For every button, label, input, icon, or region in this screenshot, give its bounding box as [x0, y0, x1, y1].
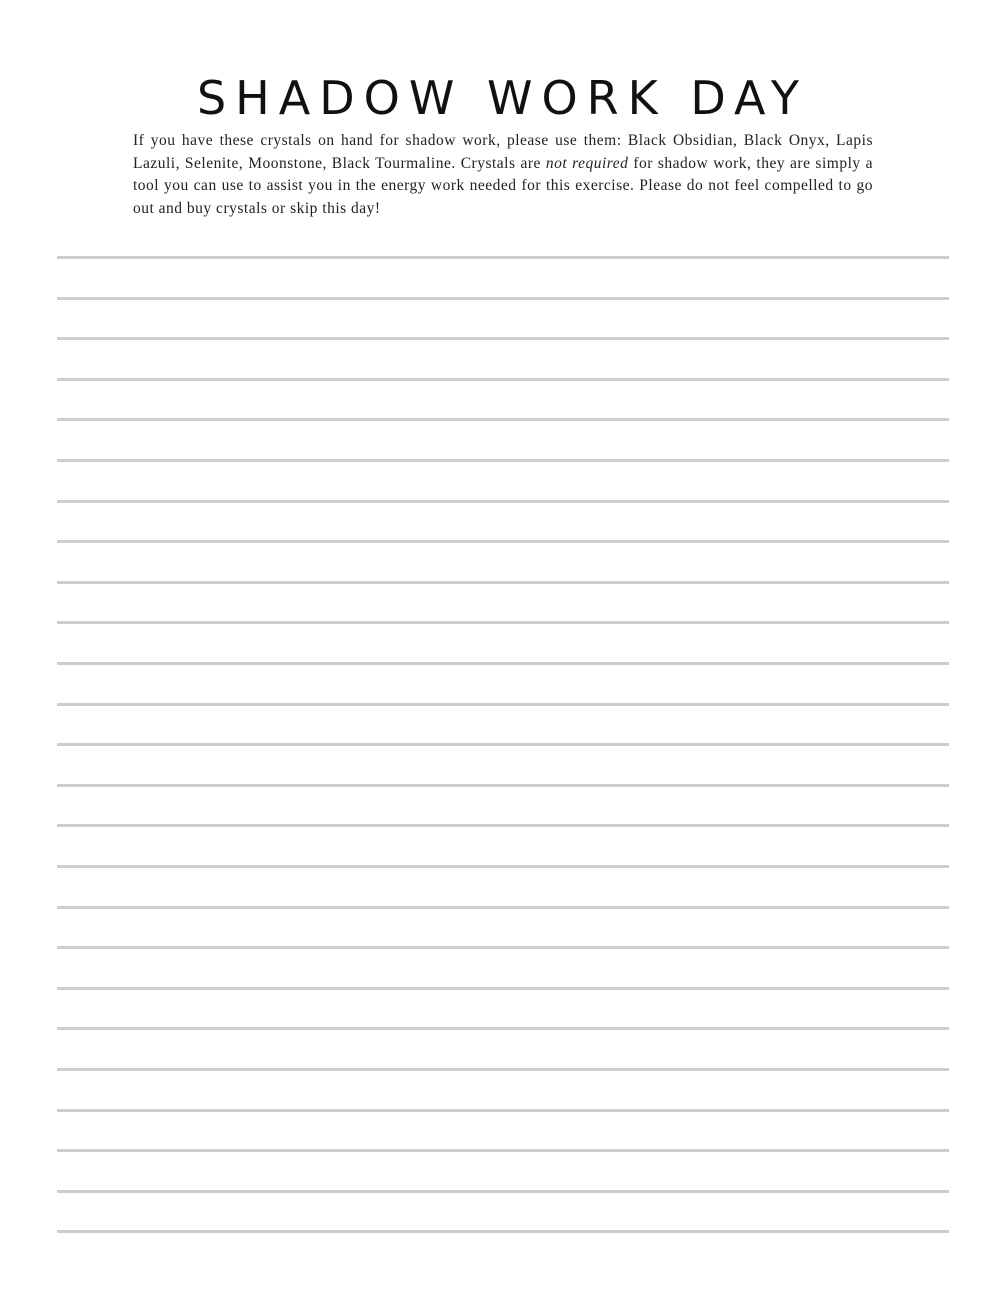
writing-line	[57, 540, 949, 543]
writing-line	[57, 1149, 949, 1152]
writing-line	[57, 784, 949, 787]
writing-line	[57, 906, 949, 909]
writing-line	[57, 621, 949, 624]
writing-line	[57, 1027, 949, 1030]
writing-line	[57, 459, 949, 462]
writing-line	[57, 1230, 949, 1233]
writing-line	[57, 662, 949, 665]
writing-line	[57, 378, 949, 381]
writing-line	[57, 297, 949, 300]
writing-line	[57, 500, 949, 503]
writing-line	[57, 581, 949, 584]
writing-line	[57, 256, 949, 259]
writing-line	[57, 1109, 949, 1112]
writing-line	[57, 337, 949, 340]
intro-text-end: for shadow work, they are simply a tool you can use to assist you in the energy work needed for this exercise. Please do not feel compelled to go out and buy crystals or skip this day!	[133, 154, 873, 217]
writing-line	[57, 418, 949, 421]
writing-line	[57, 824, 949, 827]
writing-line	[57, 703, 949, 706]
page-title: SHADOW WORK DAY	[196, 71, 809, 125]
writing-line	[57, 1190, 949, 1193]
intro-text-start: If you have these crystals on hand for shadow work, please use them: Black Obsidian, Black Onyx, Lapis Lazuli, Selenite, Moonstone, Black Tourmaline. Crystals are	[133, 132, 873, 172]
intro-emphasis: not required	[545, 154, 629, 172]
writing-line	[57, 743, 949, 746]
writing-line	[57, 865, 949, 868]
writing-line	[57, 987, 949, 990]
writing-line	[57, 1068, 949, 1071]
writing-line	[57, 946, 949, 949]
